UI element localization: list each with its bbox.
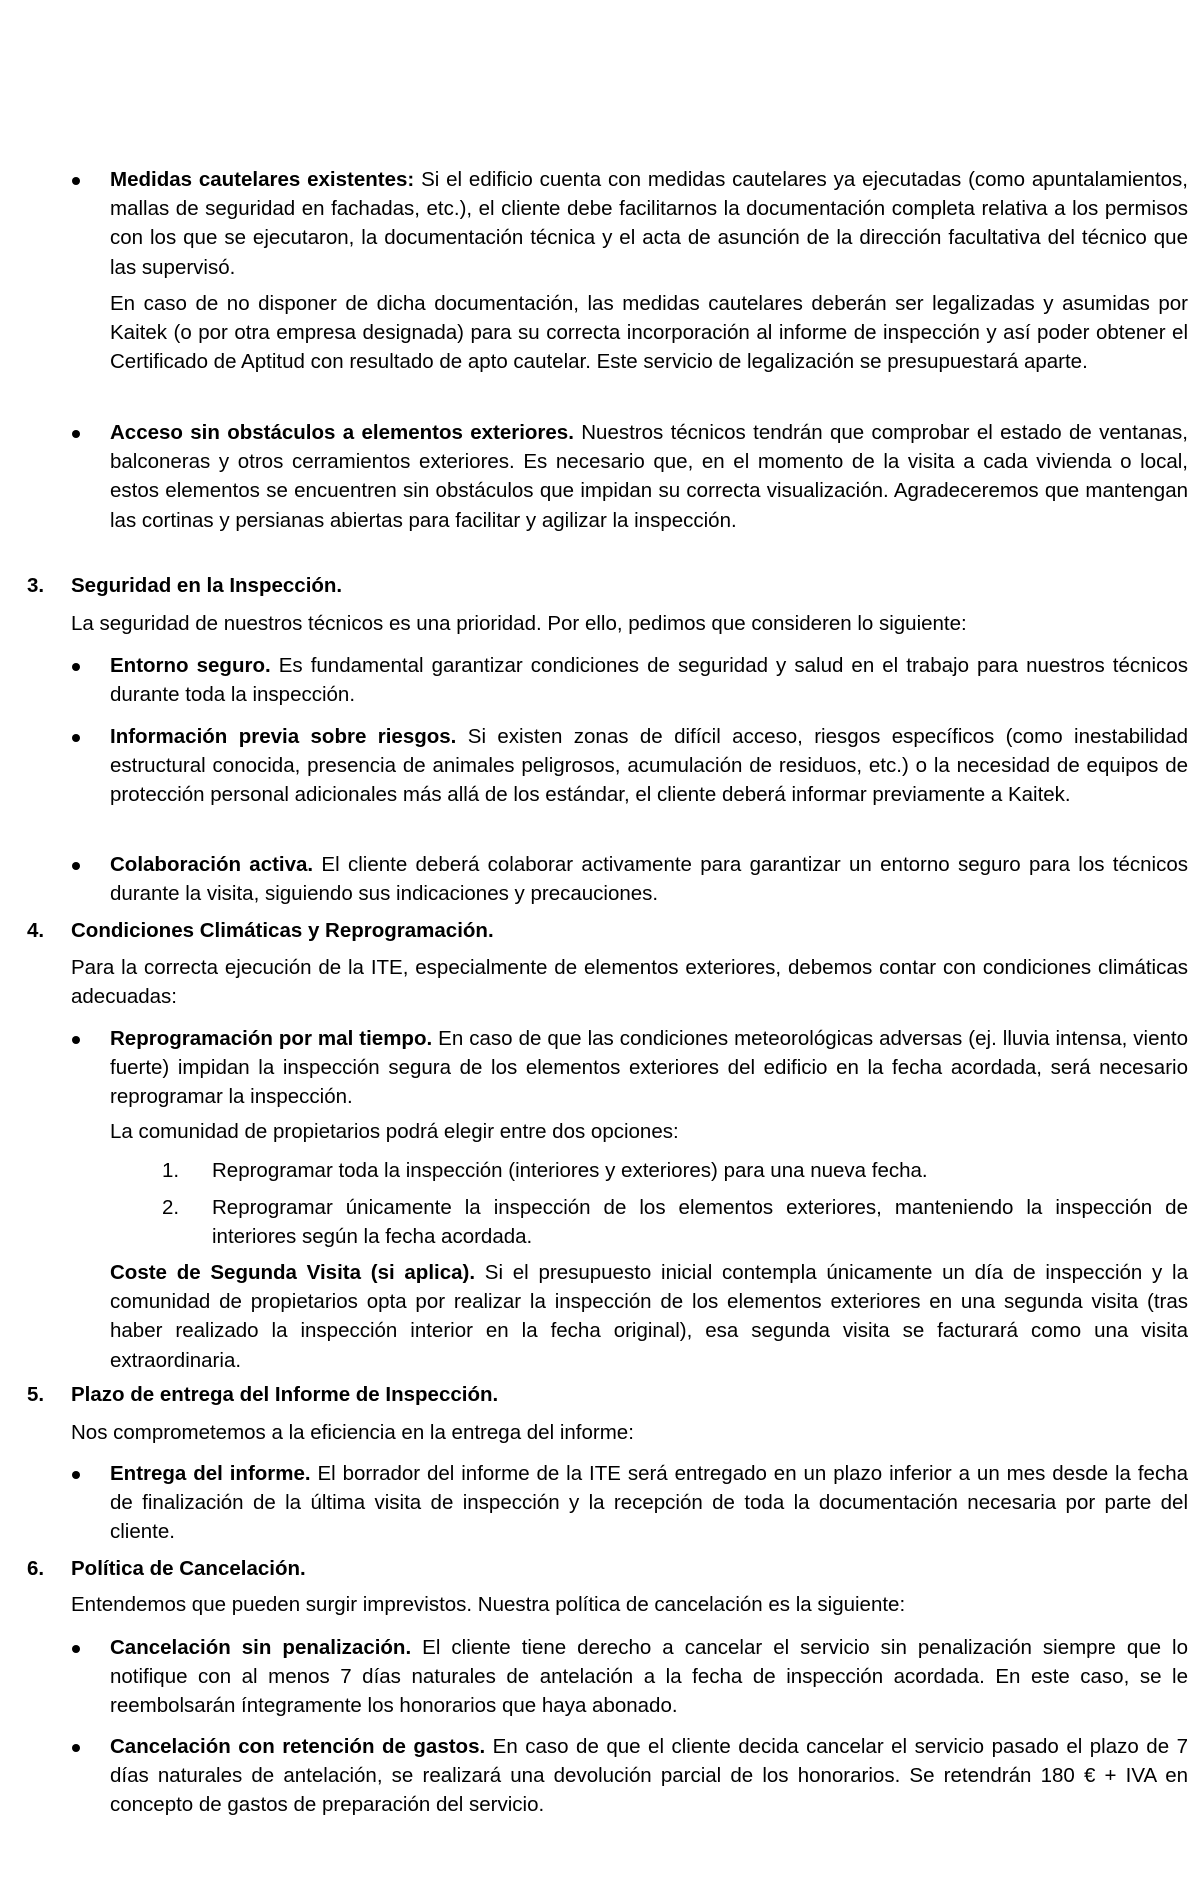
bullet-informacion-riesgos xyxy=(110,722,1188,810)
bullet-cancelacion-con-retencion xyxy=(110,1732,1188,1820)
section-title: Seguridad en la Inspección. xyxy=(71,574,343,597)
section-number: 4. xyxy=(27,919,45,942)
item-title: Acceso sin obstáculos a elementos exteriores. xyxy=(110,421,574,444)
option-item-1 xyxy=(162,1156,1188,1185)
bullet-icon xyxy=(72,1036,80,1044)
item-text: El borrador del informe de la ITE será entregado en un plazo inferior a un mes desde la fecha de finalización de la última visita de inspección y la recepción de toda la documentación necesaria por parte del cliente. xyxy=(110,1462,1188,1544)
paragraph-coste-segunda-visita xyxy=(110,1258,1188,1375)
item-text: El cliente deberá colaborar activamente para garantizar un entorno seguro para los técnicos durante la visita, siguiendo sus indicaciones y precauciones. xyxy=(110,853,1188,906)
section-title: Plazo de entrega del Informe de Inspección. xyxy=(71,1383,499,1406)
option-number: 2. xyxy=(162,1196,180,1219)
option-item-2 xyxy=(162,1193,1188,1251)
section-number: 3. xyxy=(27,574,45,597)
item-text: En caso de que el cliente decida cancelar el servicio pasado el plazo de 7 días naturales de antelación, se realizará una devolución parcial de los honorarios. Se retendrán 180 € + IVA en concepto de gastos de preparación del servicio. xyxy=(110,1735,1188,1817)
bullet-cancelacion-sin-penalizacion xyxy=(110,1633,1188,1721)
item-title: Medidas cautelares existentes: xyxy=(110,168,415,191)
option-text: Reprogramar únicamente la inspección de los elementos exteriores, manteniendo la inspección de interiores según la fecha acordada. xyxy=(212,1196,1188,1249)
bullet-medidas-cautelares xyxy=(110,165,1188,282)
section-intro: Entendemos que pueden surgir imprevistos. Nuestra política de cancelación es la siguiente: xyxy=(71,1593,906,1616)
item-title: Entrega del informe. xyxy=(110,1462,311,1485)
options-intro: La comunidad de propietarios podrá elegir entre dos opciones: xyxy=(110,1120,679,1143)
item-title: Coste de Segunda Visita (si aplica). xyxy=(110,1261,476,1284)
bullet-icon xyxy=(72,1744,80,1752)
section-heading-5 xyxy=(27,1380,1188,1409)
item-title: Cancelación con retención de gastos. xyxy=(110,1735,486,1758)
section-intro: Para la correcta ejecución de la ITE, especialmente de elementos exteriores, debemos contar con condiciones climáticas adecuadas: xyxy=(71,956,1188,1009)
section-number: 5. xyxy=(27,1383,45,1406)
bullet-reprogramacion xyxy=(110,1024,1188,1112)
option-text: Reprogramar toda la inspección (interiores y exteriores) para una nueva fecha. xyxy=(212,1159,928,1182)
item-title: Reprogramación por mal tiempo. xyxy=(110,1027,433,1050)
section-heading-4 xyxy=(27,916,1188,945)
section-intro: Nos comprometemos a la eficiencia en la entrega del informe: xyxy=(71,1421,634,1444)
item-text: En caso de que las condiciones meteorológicas adversas (ej. lluvia intensa, viento fuerte) impidan la inspección segura de los elementos exteriores del edificio en la fecha acordada, será necesario reprogramar la inspección. xyxy=(110,1027,1189,1109)
bullet-icon xyxy=(72,1471,80,1479)
bullet-icon xyxy=(72,1645,80,1653)
section-number: 6. xyxy=(27,1557,45,1580)
bullet-icon xyxy=(72,430,80,438)
item-title: Colaboración activa. xyxy=(110,853,314,876)
item-text: Si existen zonas de difícil acceso, riesgos específicos (como inestabilidad estructural conocida, presencia de animales peligrosos, acumulación de residuos, etc.) o la necesidad de equipos de protección personal adicionales más allá de los estándar, el cliente deberá informar previamente a Kaitek. xyxy=(110,725,1189,807)
bullet-icon xyxy=(72,862,80,870)
item-title: Información previa sobre riesgos. xyxy=(110,725,457,748)
section-title: Condiciones Climáticas y Reprogramación. xyxy=(71,919,494,942)
bullet-acceso-exteriores xyxy=(110,418,1188,535)
item-text: Si el edificio cuenta con medidas cautelares ya ejecutadas (como apuntalamientos, mallas de seguridad en fachadas, etc.), el cliente debe facilitarnos la documentación completa relativa a los permisos con los que se ejecutaron, la documentación técnica y el acta de asunción de la dirección facultativa del técnico que las supervisó. xyxy=(110,168,1188,279)
item-title: Entorno seguro. xyxy=(110,654,271,677)
section-intro: La seguridad de nuestros técnicos es una prioridad. Por ello, pedimos que consideren lo siguiente: xyxy=(71,612,967,635)
bullet-colaboracion-activa xyxy=(110,850,1188,908)
option-number: 1. xyxy=(162,1159,180,1182)
paragraph-legalizacion: En caso de no disponer de dicha documentación, las medidas cautelares deberán ser legalizadas y asumidas por Kaitek (o por otra empresa designada) para su correcta incorporación al informe de inspección y así poder obtener el Certificado de Aptitud con resultado de apto cautelar. Este servicio de legalización se presupuestará aparte. xyxy=(110,292,1188,374)
item-text: El cliente tiene derecho a cancelar el servicio sin penalización siempre que lo notifique con al menos 7 días naturales de antelación a la fecha de inspección acordada. En este caso, se le reembolsarán íntegramente los honorarios que haya abonado. xyxy=(110,1636,1188,1718)
item-text: Es fundamental garantizar condiciones de seguridad y salud en el trabajo para nuestros técnicos durante toda la inspección. xyxy=(110,654,1188,707)
bullet-entorno-seguro xyxy=(110,651,1188,709)
bullet-entrega-informe xyxy=(110,1459,1188,1547)
section-title: Política de Cancelación. xyxy=(71,1557,306,1580)
item-title: Cancelación sin penalización. xyxy=(110,1636,412,1659)
section-heading-6 xyxy=(27,1554,1188,1583)
section-heading-3 xyxy=(27,571,1188,600)
item-text: Si el presupuesto inicial contempla únicamente un día de inspección y la comunidad de propietarios opta por realizar la inspección de los elementos exteriores en una segunda visita (tras haber realizado la inspección interior en la fecha original), esa segunda visita se facturará como una visita extraordinaria. xyxy=(110,1261,1188,1372)
bullet-icon xyxy=(72,734,80,742)
bullet-icon xyxy=(72,177,80,185)
bullet-icon xyxy=(72,663,80,671)
item-text: Nuestros técnicos tendrán que comprobar el estado de ventanas, balconeras y otros cerramientos exteriores. Es necesario que, en el momento de la visita a cada vivienda o local, estos elementos se encuentren sin obstáculos que impidan su correcta visualización. Agradeceremos que mantengan las cortinas y persianas abiertas para facilitar y agilizar la inspección. xyxy=(110,421,1188,532)
